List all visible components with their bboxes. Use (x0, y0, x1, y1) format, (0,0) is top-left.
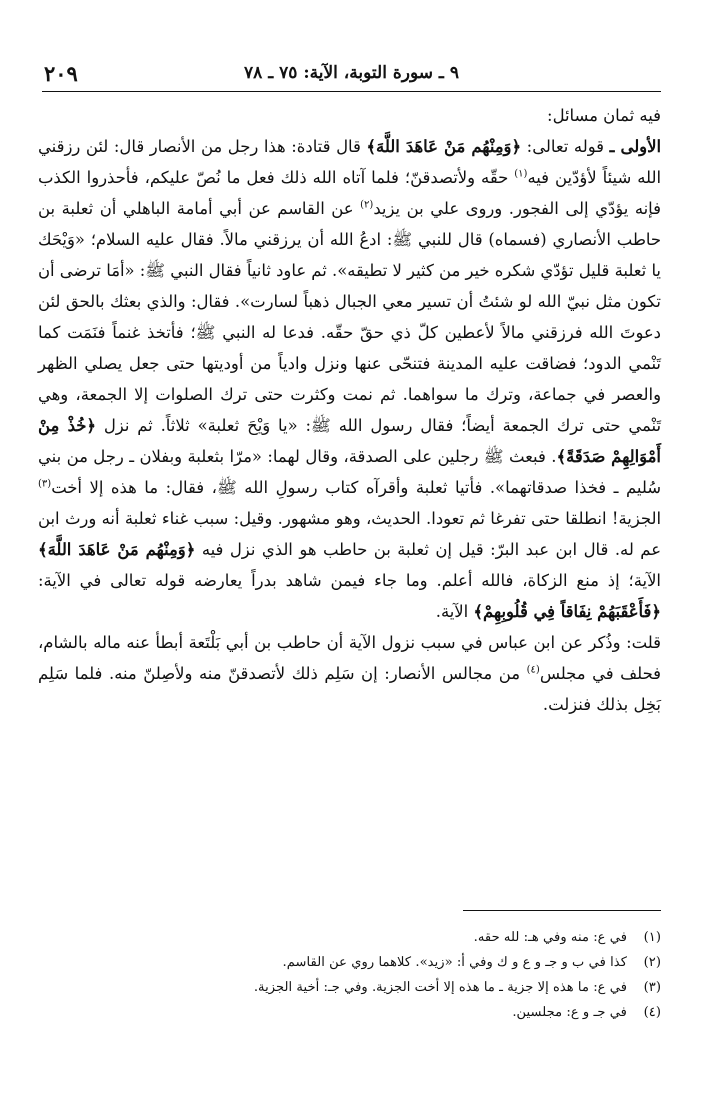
footnote-text: في ع: منه وفي هـ: لله حقه. (473, 930, 627, 945)
footnote-4 (120, 1000, 661, 1025)
footnotes (120, 925, 661, 1025)
text-segment: الآية. (435, 602, 474, 621)
issue-heading: الأولى ـ (609, 137, 661, 156)
text-segment: قوله تعالى: (521, 137, 610, 156)
footnote-number: (٤) (643, 1005, 661, 1020)
footnote-ref-4[interactable]: (٤) (526, 664, 540, 676)
footnote-text: في ع: ما هذه إلا جزية ـ ما هذه إلا أخت الجزية. وفي جـ: أخية الجزية. (253, 980, 627, 995)
text-segment: من مجالس الأنصار: إن سَلِم ذلك لأتصدقنّ منه ولأصِلنّ منه. فلما سَلِم بَخِل بذلك فنزلت. (38, 664, 661, 714)
footnote-text: في جـ و ع: مجلسين. (512, 1005, 627, 1020)
footnote-2 (120, 950, 661, 975)
footnote-number: (١) (643, 930, 661, 945)
paragraph-first-issue (38, 131, 661, 627)
text-segment: الجزية! انطلقا حتى تفرغا ثم تعودا. الحديث، وهو مشهور. وقيل: سبب غناء ثعلبة أنه ورث ابن عم له. قال ابن عبد البرّ: قيل إن ثعلبة بن حاطب هو الذي نزل فيه (38, 509, 661, 559)
quran-verse: ﴿فَأَعْقَبَهُمْ نِفَاقاً فِي قُلُوبِهِمْ﴾ (473, 602, 661, 621)
text-segment: قال قتادة: هذا رجل من الأنصار قال: لئن رزقني الله شيئاً لأؤدّين فيه (38, 137, 661, 187)
quran-verse: ﴿وَمِنْهُم مَنْ عَاهَدَ اللَّهَ﴾ (38, 540, 196, 559)
text-segment: الآية؛ إذ منع الزكاة، فالله أعلم. وما جاء فيمن شاهد بدراً يعارضه قوله تعالى في الآية: (38, 571, 661, 590)
footnote-number: (٢) (643, 955, 661, 970)
text-segment: قلت: وذُكر عن ابن عباس في سبب نزول الآية أن حاطب بن أبي بَلْتَعة أبطأ عنه ماله بالشام، فحلف في مجلس (38, 633, 661, 683)
page-header (42, 55, 661, 92)
text-segment: عن القاسم عن أبي أمامة الباهلي أن ثعلبة بن حاطب الأنصاري (فسماه) قال للنبي ﷺ: ادعُ الله أن يرزقني مالاً. فقال عليه السلام؛ «وَيْحَك يا ثعلبة قليل تؤدّي شكره خير من كثير لا تطيقه». ثم عاود ثانياً فقال النبي ﷺ: «أمَا ترضى أن تكون مثل نبيّ الله لو شئتُ أن تسير معي الجبال ذهباً لسارت». فقال: والذي بعثك بالحق لئن دعوتَ الله فرزقني مالاً لأعطين كلّ ذي حقّ حقّه. فدعا له النبي ﷺ؛ فأتخذ غنماً فنَمَت كما تَنْمي الدود؛ فضاقت عليه المدينة فتنحّى عنها ونزل وادياً من أوديتها حتى جعل يصلي الظهر والعصر في جماعة، وترك ما سواهما. ثم نمت وكثرت حتى ترك الصلوات إلا الجمعة، وهي تَنْمي حتى ترك الجمعة أيضاً؛ فقال رسول الله ﷺ: «يا وَيْحَ ثعلبة» ثلاثاً. ثم نزل (38, 199, 662, 435)
footnote-ref-2[interactable]: (٢) (360, 199, 374, 211)
page-number: ٢٠٩ (44, 61, 78, 86)
footnote-ref-3[interactable]: (٣) (38, 478, 52, 490)
footnote-text: كذا في ب و جـ و ع و ك وفي أ: «زيد». كلاهما روي عن القاسم. (282, 955, 627, 970)
footnote-3 (120, 975, 661, 1000)
footnote-number: (٣) (643, 980, 661, 995)
text-segment: حقّه ولأتصدقنّ؛ فلما آتاه الله ذلك فعل ما نُصّ عليكم، فأحذروا الكذب فإنه يؤدّي إلى الفجور. وروى علي بن يزيد (38, 168, 661, 218)
paragraph-qulto (38, 627, 661, 720)
footnote-1 (120, 925, 661, 950)
quran-verse: ﴿خُذْ مِنْ أَمْوَالِهِمْ صَدَقَةً﴾ (38, 416, 661, 466)
intro-line: فيه ثمان مسائل: (547, 106, 661, 125)
text-segment: . فبعث ﷺ رجلين على الصدقة، وقال لهما: «مرّا بثعلبة وبفلان ـ رجل من بني سُليم ـ فخذا صدقاتهما». فأتيا ثعلبة وأقرآه كتاب رسولِ الله ﷺ، فقال: ما هذه إلا أخت (38, 447, 661, 497)
body-text (38, 100, 661, 720)
footnote-divider (463, 910, 661, 911)
quran-verse: ﴿وَمِنْهُم مَنْ عَاهَدَ اللَّهَ﴾ (366, 137, 522, 156)
footnote-ref-1[interactable]: (١) (514, 168, 528, 180)
running-title: ٩ ـ سورة التوبة، الآية: ٧٥ ـ ٧٨ (244, 63, 459, 83)
